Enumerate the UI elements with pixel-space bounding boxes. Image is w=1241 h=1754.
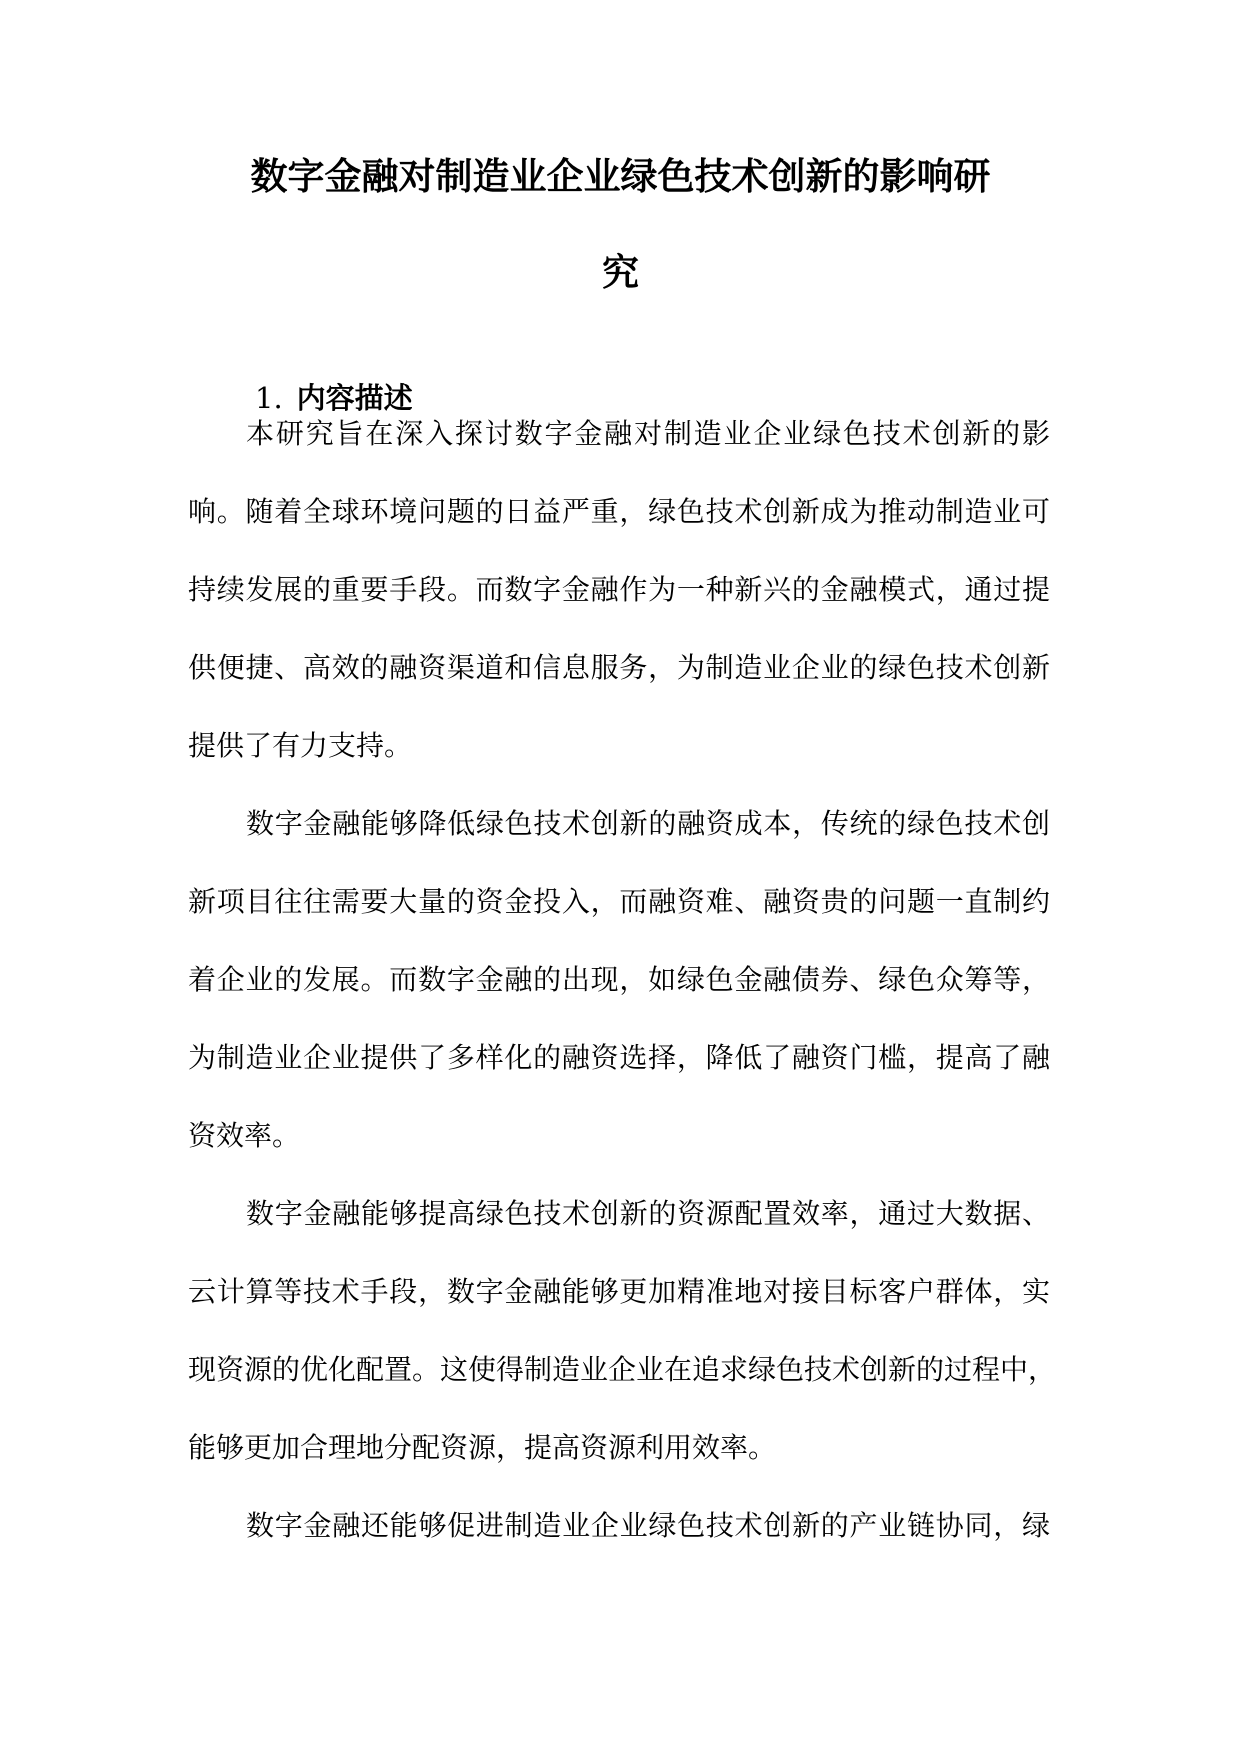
paragraph-1 xyxy=(188,395,1050,785)
paragraph-line: 能够更加合理地分配资源，提高资源利用效率。 xyxy=(188,1431,777,1464)
paragraph-line: 着企业的发展。而数字金融的出现，如绿色金融债券、绿色众筹等， xyxy=(188,963,1050,996)
paragraph-line: 本研究旨在深入探讨数字金融对制造业企业绿色技术创新的影 xyxy=(246,417,1050,450)
paragraph-line: 数字金融能够提高绿色技术创新的资源配置效率，通过大数据、 xyxy=(246,1197,1050,1230)
paragraph-line: 数字金融能够降低绿色技术创新的融资成本，传统的绿色技术创 xyxy=(246,807,1050,840)
paragraph-2 xyxy=(188,785,1050,1175)
paragraph-line: 响。随着全球环境问题的日益严重，绿色技术创新成为推动制造业可 xyxy=(188,495,1050,528)
paragraph-line: 数字金融还能够促进制造业企业绿色技术创新的产业链协同，绿 xyxy=(246,1509,1050,1542)
paragraph-line: 现资源的优化配置。这使得制造业企业在追求绿色技术创新的过程中， xyxy=(188,1353,1057,1386)
section-title: 内容描述 xyxy=(296,381,413,415)
paragraph-line: 为制造业企业提供了多样化的融资选择，降低了融资门槛，提高了融 xyxy=(188,1041,1050,1074)
document-title-line-2: 究 xyxy=(602,251,639,294)
paragraph-line: 供便捷、高效的融资渠道和信息服务，为制造业企业的绿色技术创新 xyxy=(188,651,1050,684)
paragraph-4 xyxy=(188,1487,1050,1565)
paragraph-line: 云计算等技术手段，数字金融能够更加精准地对接目标客户群体，实 xyxy=(188,1275,1050,1308)
paragraph-line: 持续发展的重要手段。而数字金融作为一种新兴的金融模式，通过提 xyxy=(188,573,1050,606)
paragraph-line: 提供了有力支持。 xyxy=(188,729,413,762)
paragraph-line: 新项目往往需要大量的资金投入，而融资难、融资贵的问题一直制约 xyxy=(188,885,1050,918)
paragraph-3 xyxy=(188,1175,1057,1487)
paragraph-line: 资效率。 xyxy=(188,1119,301,1152)
document-title-line-1: 数字金融对制造业企业绿色技术创新的影响研 xyxy=(250,155,991,198)
section-number: 1. xyxy=(255,381,283,415)
